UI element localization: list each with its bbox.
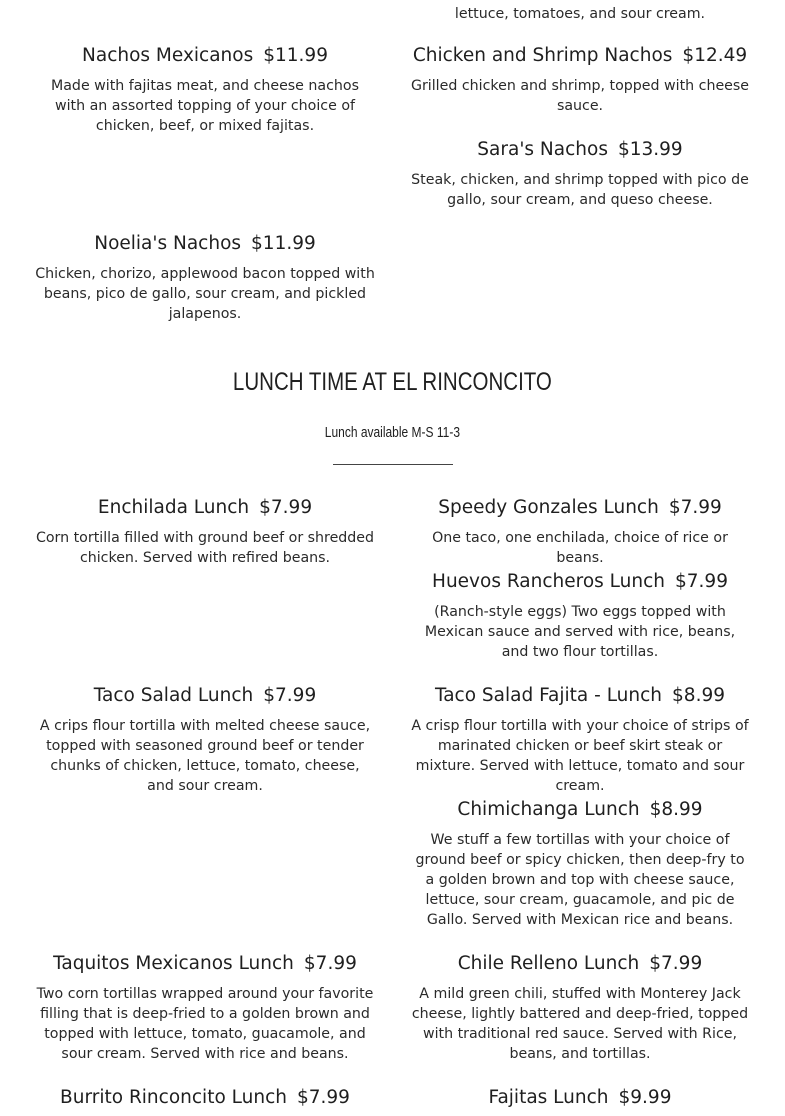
menu-item-title [410, 952, 750, 976]
menu-item [35, 232, 375, 324]
menu-item [410, 1086, 750, 1110]
menu-item [35, 496, 375, 568]
menu-item-description: A crips flour tortilla with melted cheese sauce, topped with seasoned ground beef or tender chunks of chicken, lettuce, tomato, cheese, and sour cream. [39, 718, 371, 794]
menu-item-name: Sara's Nachos [477, 139, 608, 160]
menu-item-title [410, 44, 750, 68]
menu-item [410, 952, 750, 1064]
menu-item [410, 798, 750, 930]
menu-item-name: Chicken and Shrimp Nachos [412, 45, 673, 66]
menu-item-description-fragment: lettuce, tomatoes, and sour cream. [454, 6, 706, 22]
menu-item-name: Huevos Rancheros Lunch [432, 571, 665, 592]
menu-item-price: $12.49 [682, 45, 748, 66]
menu-item [35, 1086, 375, 1110]
menu-item [410, 684, 750, 796]
menu-item-price: $7.99 [259, 497, 313, 518]
menu-item-price: $11.99 [263, 45, 328, 66]
menu-item-price: $7.99 [296, 1087, 350, 1108]
menu-item [35, 684, 375, 796]
menu-item-description: Steak, chicken, and shrimp topped with pico de gallo, sour cream, and queso cheese. [411, 172, 749, 208]
menu-item-description: (Ranch-style eggs) Two eggs topped with Mexican sauce and served with rice, beans, and two flour tortillas. [424, 604, 736, 660]
menu-item-price: $7.99 [668, 497, 722, 518]
menu-item-name: Burrito Rinconcito Lunch [60, 1087, 287, 1108]
menu-item-title [35, 952, 375, 976]
menu-item-title [410, 1086, 750, 1110]
menu-item-name: Speedy Gonzales Lunch [438, 497, 659, 518]
menu-item-title [410, 570, 750, 594]
menu-item-price: $8.99 [649, 799, 703, 820]
menu-item [410, 44, 750, 116]
menu-item-name: Chile Relleno Lunch [457, 953, 640, 974]
menu-item-price: $7.99 [303, 953, 357, 974]
menu-item-description: A crisp flour tortilla with your choice of strips of marinated chicken or beef skirt steak or mixture. Served with lettuce, tomato and sour cream. [411, 718, 749, 794]
menu-item [410, 138, 750, 210]
menu-item-title [410, 138, 750, 162]
menu-item-description: Two corn tortillas wrapped around your favorite filling that is deep-fried to a golden brown and topped with lettuce, tomato, guacamole, and sour cream. Served with rice and beans. [36, 986, 374, 1062]
menu-item-title [35, 44, 375, 68]
menu-item-title [35, 232, 375, 256]
menu-item-price: $8.99 [672, 685, 725, 706]
menu-item [410, 570, 750, 662]
menu-item-title [410, 684, 750, 708]
menu-item-description: Grilled chicken and shrimp, topped with cheese sauce. [410, 78, 750, 114]
menu-item-description: Corn tortilla filled with ground beef or shredded chicken. Served with refired beans. [35, 530, 375, 566]
menu-item-name: Nachos Mexicanos [82, 45, 254, 66]
menu-item-title [410, 798, 750, 822]
menu-item-price: $13.99 [617, 139, 683, 160]
menu-item-description: One taco, one enchilada, choice of rice or beans. [432, 530, 728, 566]
menu-item-name: Taco Salad Fajita - Lunch [434, 685, 663, 706]
section-title: LUNCH TIME AT EL RINCONCITO [232, 368, 552, 396]
menu-item [410, 496, 750, 568]
menu-item-name: Noelia's Nachos [94, 233, 242, 254]
menu-item-name: Chimichanga Lunch [457, 799, 640, 820]
menu-item-price: $7.99 [675, 571, 728, 592]
menu-item-title [410, 496, 750, 520]
menu-item-description: A mild green chili, stuffed with Monterey Jack cheese, lightly battered and deep-fried, topped with traditional red sauce. Served with Rice, beans, and tortillas. [411, 986, 749, 1062]
menu-item-name: Taco Salad Lunch [93, 685, 254, 706]
section-divider [333, 464, 453, 465]
menu-item-title [35, 684, 375, 708]
menu-item-name: Taquitos Mexicanos Lunch [53, 953, 294, 974]
menu-item-description: Chicken, chorizo, applewood bacon topped with beans, pico de gallo, sour cream, and pickled jalapenos. [35, 266, 375, 322]
menu-item-price: $9.99 [618, 1087, 672, 1108]
menu-item-name: Enchilada Lunch [97, 497, 250, 518]
menu-item-title [35, 1086, 375, 1110]
menu-item [35, 952, 375, 1064]
menu-item-description: We stuff a few tortillas with your choice of ground beef or spicy chicken, then deep-fry to a golden brown and top with cheese sauce, lettuce, sour cream, guacamole, and pic de Gallo. Served with Mexican rice and beans. [415, 832, 745, 928]
menu-item-title [35, 496, 375, 520]
menu-item-price: $7.99 [649, 953, 703, 974]
menu-item [35, 44, 375, 136]
menu-item-price: $7.99 [263, 685, 317, 706]
menu-item-description: Made with fajitas meat, and cheese nachos with an assorted topping of your choice of chicken, beef, or mixed fajitas. [51, 78, 359, 134]
menu-item-name: Fajitas Lunch [488, 1087, 609, 1108]
section-subtitle: Lunch available M-S 11-3 [324, 424, 460, 441]
menu-item-price: $11.99 [251, 233, 316, 254]
